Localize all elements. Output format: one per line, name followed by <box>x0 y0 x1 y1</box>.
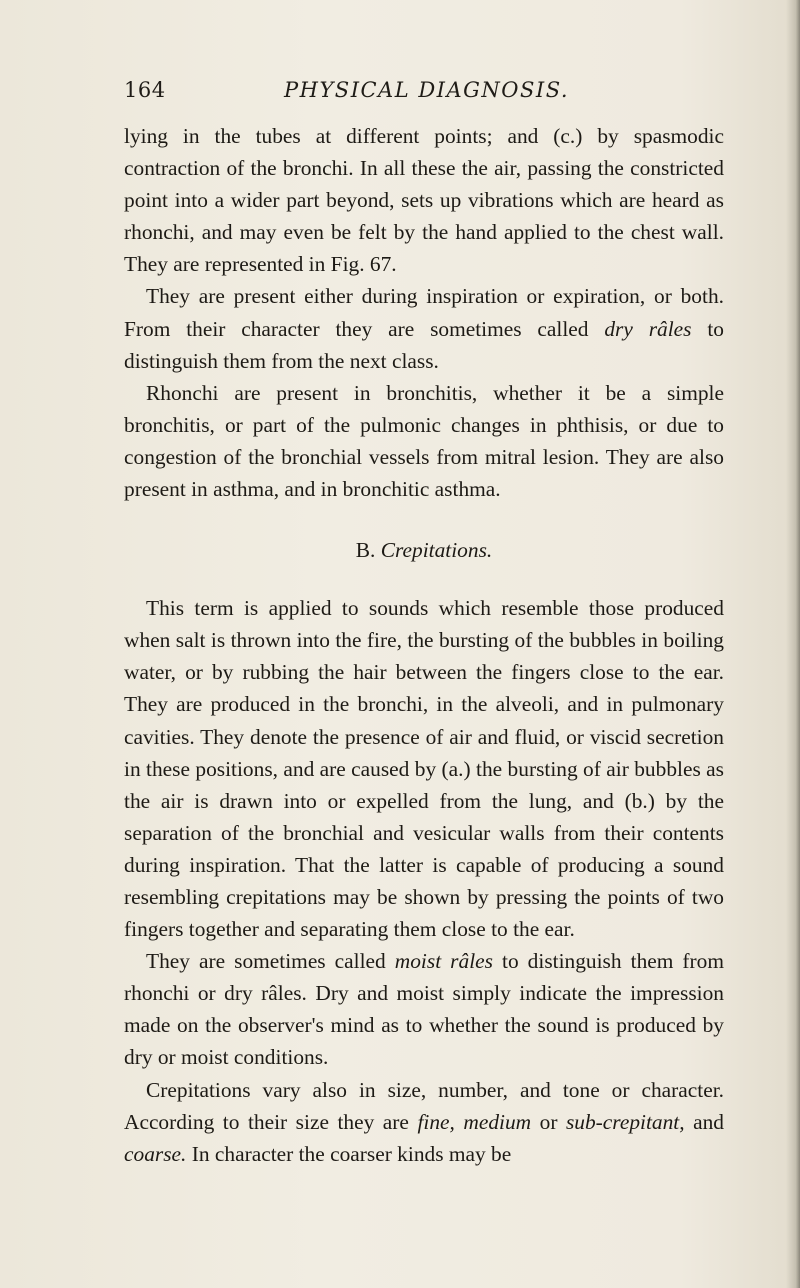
page-edge-shadow <box>786 0 800 1288</box>
text-run: In character the coarser kinds may be <box>186 1141 512 1166</box>
italic-term: fine, medium <box>417 1109 532 1134</box>
running-title: PHYSICAL DIAGNOSIS. <box>284 78 570 102</box>
text-run: They are present either during inspiration or expiration, or both. From their character they are sometimes called <box>124 284 724 341</box>
text-run: This term is applied to sounds which resemble those produced when salt is thrown into the fire, the bursting of the bubbles in boiling water, or by rubbing the hair between the fingers close to the ear. They are produced in the bronchi, in the alveoli, and in pulmonary cavities. They denote the presence of air and fluid, or viscid secretion in these positions, and are caused by (a.) the bursting of air bubbles as the air is drawn into or expelled from the lung, and (b.) by the separation of the bronchial and vesicular walls from their contents during inspiration. That the latter is capable of producing a sound resembling crepitations may be shown by pressing the points of two fingers together and separating them close to the ear. <box>124 596 724 942</box>
paragraph-5 <box>124 945 724 1073</box>
text-run: Rhonchi are present in bronchitis, whether it be a simple bronchitis, or part of the pulmonic changes in phthisis, or due to congestion of the bronchial vessels from mitral lesion. They are also present in asthma, and in bronchitic asthma. <box>124 380 724 502</box>
paragraph-3 <box>124 377 724 505</box>
paragraph-1 <box>124 120 724 280</box>
text-run: and <box>684 1109 724 1134</box>
text-run: to distinguish them from rhonchi or dry râles. Dry and moist simply indicate the impression made on the observer's mind as to whether the sound is produced by dry or moist conditions. <box>124 949 725 1070</box>
page-header <box>124 78 724 114</box>
body-text <box>124 120 724 1170</box>
paragraph-4 <box>124 592 724 945</box>
text-run: to distinguish them from the next class. <box>124 316 724 373</box>
section-heading <box>124 534 724 566</box>
text-run: or <box>531 1109 566 1134</box>
paragraph-2 <box>124 280 724 376</box>
italic-term: moist râles <box>394 949 493 974</box>
italic-term: dry râles <box>604 316 692 341</box>
page-number: 164 <box>124 78 166 102</box>
paragraph-6 <box>124 1074 724 1170</box>
text-run: Crepitations vary also in size, number, and tone or character. According to their size they are <box>124 1077 724 1134</box>
italic-term: sub-crepitant, <box>565 1109 685 1134</box>
text-run: They are sometimes called <box>146 949 395 974</box>
italic-term: coarse. <box>124 1141 187 1166</box>
section-letter: B. <box>355 538 376 563</box>
section-title: Crepitations. <box>380 538 493 563</box>
text-run: lying in the tubes at different points; and (c.) by spasmodic contraction of the bronchi. In all these the air, passing the constricted point into a wider part beyond, sets up vibrations which are heard as rhonchi, and may even be felt by the hand applied to the chest wall. They are represented in Fig. 67. <box>124 124 724 277</box>
